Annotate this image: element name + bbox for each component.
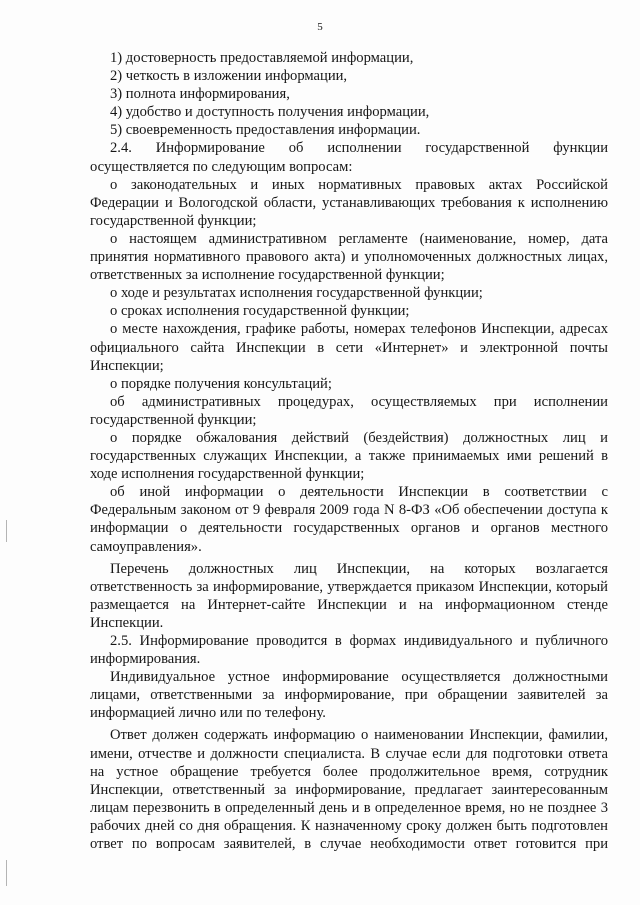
paragraph: 4) удобство и доступность получения информации, — [110, 104, 430, 121]
paragraph: Индивидуальное устное информирование осуществляется должностными лицами, ответственными за информирование, при обращении заявителей за информацией лично или по телефону. — [90, 669, 608, 722]
paragraph: о месте нахождения, графике работы, номерах телефонов Инспекции, адресах официального сайта Инспекции в сети «Интернет» и электронной почты Инспекции; — [90, 321, 608, 374]
paragraph: о сроках исполнения государственной функции; — [110, 303, 410, 320]
paragraph: 3) полнота информирования, — [110, 86, 290, 103]
paragraph: о настоящем административном регламенте (наименование, номер, дата принятия нормативного правового акта) и уполномоченных должностных лицах, ответственных за исполнение государственной функции; — [90, 230, 608, 284]
paragraph: о законодательных и иных нормативных правовых актах Российской Федерации и Вологодской области, устанавливающих требования к исполнению государственной функции; — [90, 176, 608, 229]
paragraph: 1) достоверность предоставляемой информации, — [110, 50, 414, 66]
paragraph: о порядке обжалования действий (бездействия) должностных лиц и государственных служащих Инспекции, а также принимаемых ими решений в ходе исполнения государственной функции; — [90, 429, 608, 483]
scan-margin-mark — [6, 860, 7, 886]
paragraph: 2.5. Информирование проводится в формах индивидуального и публичного информирования. — [90, 633, 608, 668]
paragraph: о ходе и результатах исполнения государственной функции; — [110, 285, 483, 302]
paragraph: об административных процедурах, осуществляемых при исполнении государственной функции; — [90, 393, 608, 428]
paragraph: Перечень должностных лиц Инспекции, на которых возлагается ответственность за информирование, утверждается приказом Инспекции, который размещается на Интернет-сайте Инспекции и на информационном стенде Инспекции. — [90, 560, 608, 631]
scan-margin-mark — [6, 520, 7, 542]
paragraph: 5) своевременность предоставления информации. — [110, 122, 421, 139]
document-body — [90, 49, 608, 853]
page-number: 5 — [317, 21, 323, 33]
paragraph: 2) четкость в изложении информации, — [110, 68, 348, 85]
paragraph: Ответ должен содержать информацию о наименовании Инспекции, фамилии, имени, отчестве и должности специалиста. В случае если для подготовки ответа на устное обращение требуется более продолжительное время, сотрудник Инспекции, ответственный за информирование, предлагает заинтересованным лицам перезвонить в определенный день и в определенное время, но не позднее 3 рабочих дней со дня обращения. К назначенному сроку должен быть подготовлен ответ по вопросам заявителей, в случае необходимости ответ готовится при — [90, 727, 608, 853]
paragraph: о порядке получения консультаций; — [110, 375, 332, 392]
paragraph: об иной информации о деятельности Инспекции в соответствии с Федеральным законом от 9 февраля 2009 года N 8-ФЗ «Об обеспечении доступа к информации о деятельности государственных органов и органов местного самоуправления». — [90, 484, 608, 555]
paragraph: 2.4. Информирование об исполнении государственной функции осуществляется по следующим вопросам: — [90, 140, 608, 175]
